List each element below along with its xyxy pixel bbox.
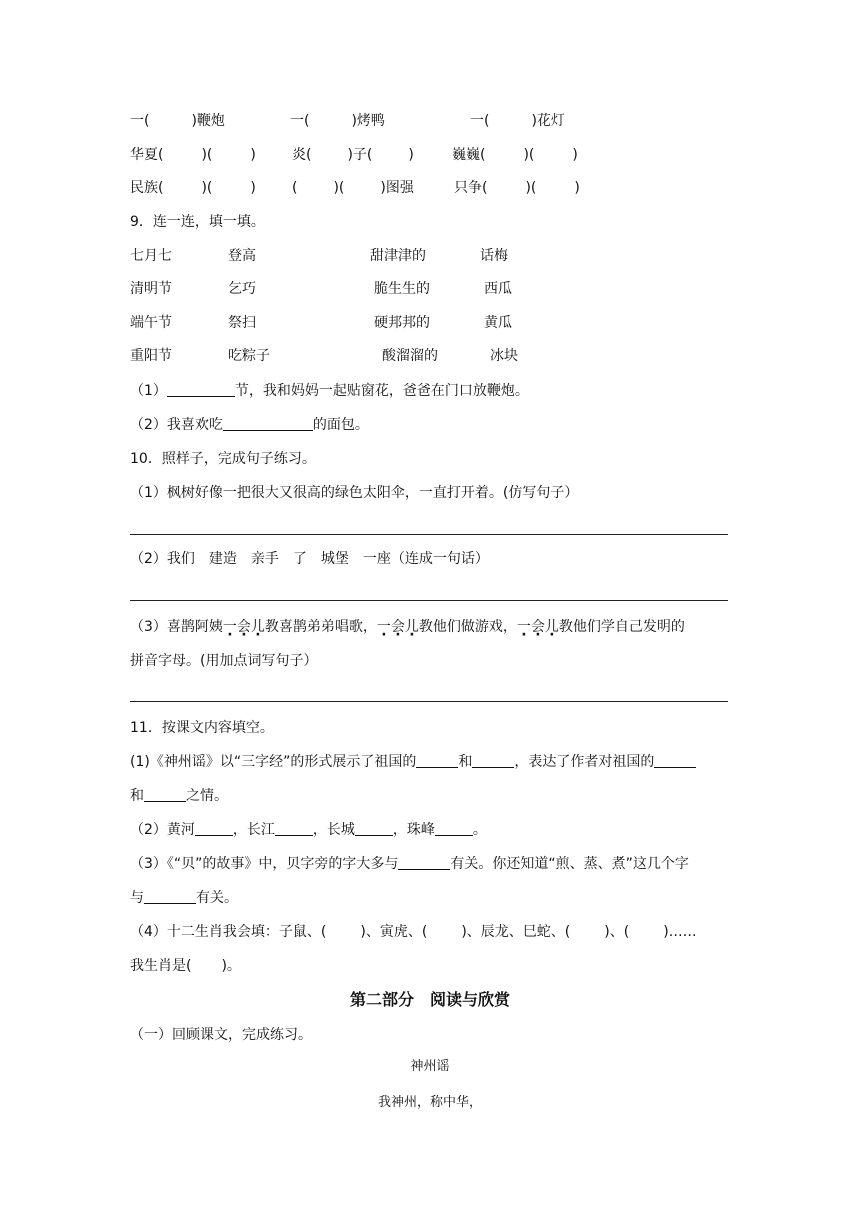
- answer-line[interactable]: [130, 534, 728, 535]
- q10-sentence-3: （3）喜鹊阿姨一会儿教喜鹊弟弟唱歌，一会儿教他们做游戏，一会儿教他们学自己发明的: [130, 619, 685, 635]
- food-item: 话梅: [480, 248, 508, 264]
- q8-row1-item1: 一( )鞭炮: [130, 113, 225, 129]
- blank-line[interactable]: [167, 381, 235, 397]
- festival-item: 清明节: [130, 281, 172, 297]
- food-item: 西瓜: [484, 281, 512, 297]
- q8-row1-item3: 一( )花灯: [470, 113, 565, 129]
- blank-line[interactable]: [195, 820, 233, 836]
- q11-item-4: （4）十二生肖我会填：子鼠、( )、寅虎、( )、辰龙、巳蛇、( )、( )……: [130, 924, 697, 940]
- q8-row2-item3: 巍巍( )( ): [452, 147, 578, 163]
- adjective-item: 脆生生的: [374, 281, 430, 297]
- part2-subheading: （一）回顾课文，完成练习。: [130, 1027, 312, 1043]
- blank-line[interactable]: [355, 820, 393, 836]
- q11-item-3: （3）《“贝”的故事》中，贝字旁的字大多与 有关。你还知道“煎、蒸、煮”这几个字: [130, 856, 689, 872]
- poem-title: 神州谣: [410, 1059, 450, 1074]
- q8-row2-item2: 炎( )子( ): [292, 147, 414, 163]
- blank-line[interactable]: [144, 888, 196, 904]
- q11-item-3-cont: 与 有关。: [130, 890, 238, 906]
- q11-item-2: （2）黄河 ，长江 ，长城 ，珠峰 。: [130, 822, 487, 838]
- adjective-item: 酸溜溜的: [382, 348, 438, 364]
- food-item: 冰块: [490, 348, 518, 364]
- q8-row3-item2: ( )( )图强: [292, 180, 414, 196]
- blank-line[interactable]: [654, 752, 696, 768]
- q9-title: 9．连一连，填一填。: [130, 214, 265, 230]
- blank-line[interactable]: [435, 820, 473, 836]
- q9-fill-1: （1） 节，我和妈妈一起贴窗花，爸爸在门口放鞭炮。: [130, 383, 529, 399]
- q10-sentence-3-cont: 拼音字母。(用加点词写句子）: [130, 653, 318, 669]
- dotted-word: 一会儿: [376, 619, 419, 635]
- blank-line[interactable]: [472, 752, 514, 768]
- blank-line[interactable]: [223, 415, 313, 431]
- blank-line[interactable]: [398, 854, 450, 870]
- q10-title: 10．照样子，完成句子练习。: [130, 451, 316, 467]
- answer-line[interactable]: [130, 701, 728, 702]
- custom-item: 祭扫: [228, 315, 256, 331]
- part2-heading: 第二部分 阅读与欣赏: [349, 990, 510, 1009]
- festival-item: 端午节: [130, 315, 172, 331]
- festival-item: 重阳节: [130, 348, 172, 364]
- adjective-item: 甜津津的: [370, 248, 426, 264]
- food-item: 黄瓜: [484, 315, 512, 331]
- q8-row3-item3: 只争( )( ): [454, 180, 580, 196]
- custom-item: 登高: [228, 248, 256, 264]
- dotted-word: 一会儿: [516, 619, 559, 635]
- q10-sentence-2: （2）我们 建造 亲手 了 城堡 一座（连成一句话）: [130, 551, 489, 567]
- q9-fill-2: （2）我喜欢吃 的面包。: [130, 417, 369, 433]
- poem-line: 我神州，称中华，: [377, 1095, 482, 1110]
- q11-item-4-cont: 我生肖是( )。: [130, 958, 241, 974]
- q8-row1-item2: 一( )烤鸭: [290, 113, 385, 129]
- blank-line[interactable]: [144, 786, 186, 802]
- festival-item: 七月七: [130, 248, 172, 264]
- custom-item: 乞巧: [228, 281, 256, 297]
- q8-row3-item1: 民族( )( ): [130, 180, 256, 196]
- q11-item-1: (1)《神州谣》以“三字经”的形式展示了祖国的 和 ，表达了作者对祖国的: [130, 752, 696, 772]
- q8-row2-item1: 华夏( )( ): [130, 147, 256, 163]
- q11-title: 11．按课文内容填空。: [130, 720, 274, 736]
- q10-sentence-1: （1）枫树好像一把很大又很高的绿色太阳伞，一直打开着。(仿写句子）: [130, 485, 579, 501]
- answer-line[interactable]: [130, 600, 728, 601]
- blank-line[interactable]: [275, 820, 313, 836]
- adjective-item: 硬邦邦的: [374, 315, 430, 331]
- custom-item: 吃粽子: [228, 348, 270, 364]
- q11-item-1-cont: 和 之情。: [130, 788, 228, 804]
- dotted-word: 一会儿: [222, 619, 265, 635]
- blank-line[interactable]: [416, 752, 458, 768]
